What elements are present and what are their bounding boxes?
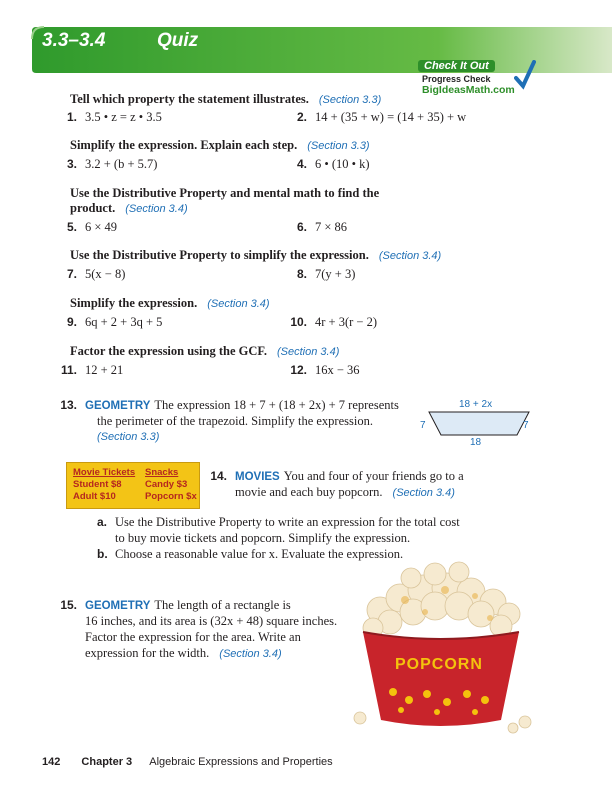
problem-15-line4: expression for the width. (Section 3.4)	[85, 646, 282, 660]
problem-2: 2. 14 + (35 + w) = (14 + 35) + w	[296, 110, 467, 124]
problem-4: 4. 6 • (10 • k)	[296, 157, 370, 171]
badge-domain: .com	[490, 84, 515, 96]
price-col-snacks: Snacks Candy $3 Popcorn $x	[145, 467, 197, 502]
problem-13: 13. GEOMETRY The expression 18 + 7 + (18 + 2x) + 7 represents	[60, 398, 399, 412]
problem-15-line2: 16 inches, and its area is (32x + 48) square inches.	[85, 614, 338, 628]
problem-1: 1. 3.5 • z = z • 3.5	[66, 110, 162, 124]
chapter-title: Algebraic Expressions and Properties	[149, 756, 333, 768]
problem-5: 5. 6 × 49	[66, 220, 118, 234]
problem-14a-line2: to buy movie tickets and popcorn. Simplify the expression.	[115, 531, 411, 545]
problem-15-line3: Factor the expression for the area. Write an	[85, 630, 301, 644]
instruction-1: Tell which property the statement illustrates. (Section 3.3)	[70, 92, 382, 106]
popcorn-bucket-image	[335, 560, 550, 735]
problem-14: 14. MOVIES You and four of your friends go to a	[210, 469, 464, 483]
checkmark-icon	[514, 60, 536, 90]
problem-13-line2: the perimeter of the trapezoid. Simplify the expression.	[97, 414, 373, 428]
problem-14a: a. Use the Distributive Property to write an expression for the total cost	[97, 515, 460, 529]
badge-site: BigIdeasMath	[422, 84, 491, 96]
problem-14b: b. Choose a reasonable value for x. Evaluate the expression.	[97, 547, 404, 561]
problem-6: 6. 7 × 86	[296, 220, 348, 234]
problem-13-section: (Section 3.3)	[97, 431, 160, 443]
chapter-label: Chapter 3	[81, 756, 133, 768]
trapezoid-bottom-label: 18	[470, 437, 482, 448]
problem-12: 12. 16x − 36	[290, 363, 360, 377]
instruction-3: Use the Distributive Property and mental math to find the	[70, 186, 380, 200]
page-number: 142	[42, 756, 61, 768]
trapezoid-top-label: 18 + 2x	[459, 399, 493, 410]
trapezoid-left-label: 7	[420, 420, 426, 431]
trapezoid-right-label: 7	[523, 420, 529, 431]
problem-15: 15. GEOMETRY The length of a rectangle is	[60, 598, 291, 612]
section-number: 3.3–3.4	[42, 30, 106, 51]
page-title: Quiz	[157, 30, 199, 51]
check-it-out-badge	[418, 56, 542, 98]
popcorn-label: POPCORN	[395, 656, 483, 673]
price-table	[66, 462, 200, 509]
problem-8: 8. 7(y + 3)	[296, 267, 356, 281]
problem-10: 10. 4r + 3(r − 2)	[290, 315, 377, 329]
badge-subtitle: Progress Check	[422, 74, 491, 84]
price-col-tickets: Movie Tickets Student $8 Adult $10	[73, 467, 136, 502]
instruction-3-cont: product. (Section 3.4)	[70, 201, 188, 215]
badge-title: Check It Out	[418, 60, 495, 72]
problem-11: 11. 12 + 21	[60, 363, 124, 377]
instruction-5: Simplify the expression. (Section 3.4)	[70, 296, 270, 310]
problem-9: 9. 6q + 2 + 3q + 5	[66, 315, 163, 329]
instruction-6: Factor the expression using the GCF. (Section 3.4)	[70, 344, 340, 358]
footer	[42, 756, 333, 768]
problem-7: 7. 5(x − 8)	[66, 267, 126, 281]
problem-3: 3. 3.2 + (b + 5.7)	[66, 157, 158, 171]
instruction-4: Use the Distributive Property to simplify the expression. (Section 3.4)	[70, 248, 442, 262]
problem-14-line2: movie and each buy popcorn. (Section 3.4)	[235, 485, 455, 499]
instruction-2: Simplify the expression. Explain each step. (Section 3.3)	[70, 138, 370, 152]
